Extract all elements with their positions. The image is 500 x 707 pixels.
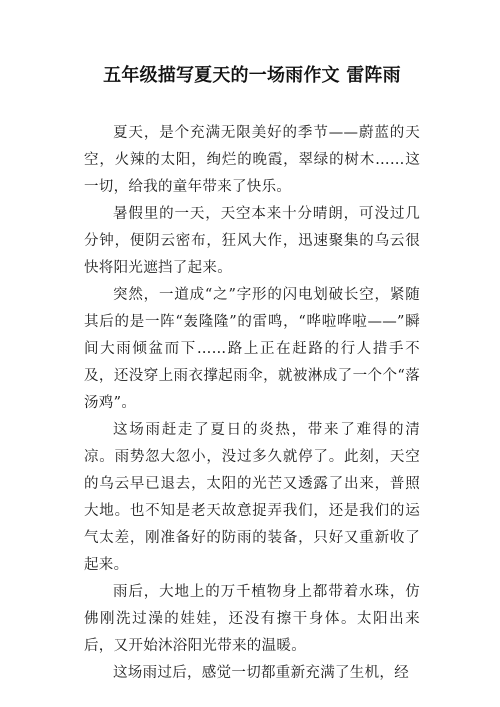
paragraph-2: 暑假里的一天，天空本来十分晴朗，可没过几分钟，便阴云密布，狂风大作，迅速聚集的乌云很快将阳光遮挡了起来。 (84, 206, 420, 276)
paragraph-1: 夏天，是个充满无限美好的季节——蔚蓝的天空，火辣的太阳，绚烂的晚霞，翠绿的树木……这一切，给我的童年带来了快乐。 (84, 125, 420, 195)
paragraph-5: 雨后，大地上的万千植物身上都带着水珠，仿佛刚洗过澡的娃娃，还没有擦干身体。太阳出来后，又开始沐浴阳光带来的温暖。 (84, 584, 420, 654)
paragraph-6: 这场雨过后，感觉一切都重新充满了生机，经 (113, 665, 409, 681)
document-title: 五年级描写夏天的一场雨作文 雷阵雨 (103, 65, 401, 86)
paragraph-3: 突然，一道成“之”字形的闪电划破长空，紧随其后的是一阵“轰隆隆”的雷鸣，“哗啦哗啦——”瞬间大雨倾盆而下……路上正在赶路的行人措手不及，还没穿上雨衣撑起雨伞，就被淋成了一个个“落汤鸡”。 (84, 287, 420, 411)
paragraph-4: 这场雨赶走了夏日的炎热，带来了难得的清凉。雨势忽大忽小，没过多久就停了。此刻，天空的乌云早已退去，太阳的光芒又透露了出来，普照大地。也不知是老天故意捉弄我们，还是我们的运气太差，刚准备好的防雨的装备，只好又重新收了起来。 (84, 422, 420, 573)
article-body (84, 120, 420, 687)
